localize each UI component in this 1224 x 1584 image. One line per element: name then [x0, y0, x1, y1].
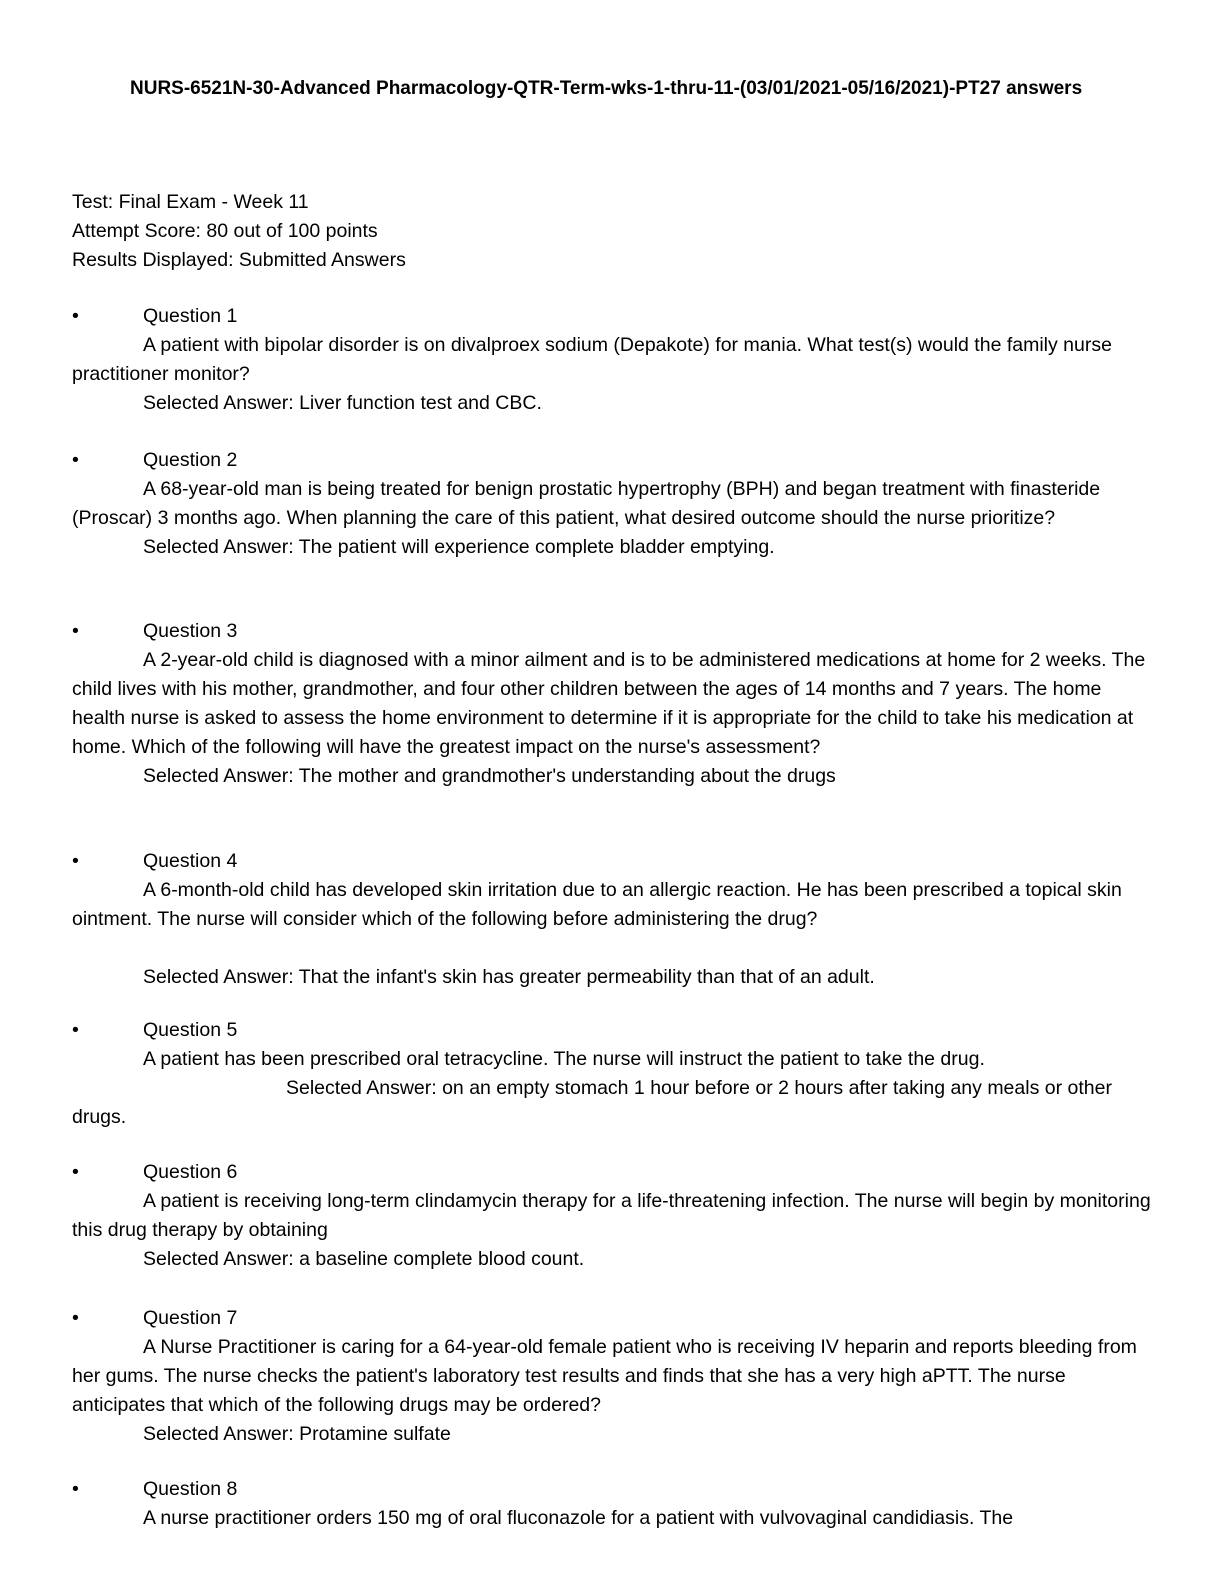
- results-displayed: Results Displayed: Submitted Answers: [72, 249, 406, 271]
- selected-answer: Selected Answer: on an empty stomach 1 hour before or 2 hours after taking any meals or other drugs.: [72, 1077, 1112, 1128]
- question-text: A 68-year-old man is being treated for benign prostatic hypertrophy (BPH) and began treatment with finasteride (Proscar) 3 months ago. When planning the care of this patient, what desired outcome should the nurse prioritize?: [72, 478, 1101, 529]
- bullet-icon: •: [72, 1307, 79, 1329]
- selected-answer: Selected Answer: That the infant's skin has greater permeability than that of an adult.: [143, 966, 875, 988]
- bullet-icon: •: [72, 1478, 79, 1500]
- question-8: [72, 1475, 1152, 1533]
- question-text: A 6-month-old child has developed skin irritation due to an allergic reaction. He has been prescribed a topical skin ointment. The nurse will consider which of the following before administering the drug?: [72, 879, 1122, 930]
- selected-answer: Selected Answer: The patient will experience complete bladder emptying.: [143, 536, 775, 558]
- test-name: Test: Final Exam - Week 11: [72, 191, 309, 213]
- selected-answer: Selected Answer: Liver function test and CBC.: [143, 392, 542, 414]
- question-text: A patient is receiving long-term clindamycin therapy for a life-threatening infection. The nurse will begin by monitoring this drug therapy by obtaining: [72, 1190, 1151, 1241]
- question-label: Question 1: [143, 305, 238, 327]
- question-4: [72, 847, 1152, 992]
- question-3: [72, 617, 1152, 791]
- question-label: Question 8: [143, 1478, 238, 1500]
- question-5: [72, 1016, 1152, 1132]
- bullet-icon: •: [72, 850, 79, 872]
- bullet-icon: •: [72, 1161, 79, 1183]
- question-label: Question 6: [143, 1161, 238, 1183]
- question-label: Question 3: [143, 620, 238, 642]
- document-title: NURS-6521N-30-Advanced Pharmacology-QTR-Term-wks-1-thru-11-(03/01/2021-05/16/2021)-PT27 answers: [130, 78, 1083, 99]
- bullet-icon: •: [72, 449, 79, 471]
- question-label: Question 5: [143, 1019, 238, 1041]
- question-1: [72, 302, 1152, 418]
- bullet-icon: •: [72, 620, 79, 642]
- question-7: [72, 1304, 1152, 1449]
- question-6: [72, 1158, 1152, 1274]
- selected-answer: Selected Answer: The mother and grandmother's understanding about the drugs: [143, 765, 836, 787]
- question-2: [72, 446, 1152, 562]
- bullet-icon: •: [72, 305, 79, 327]
- question-text: A nurse practitioner orders 150 mg of oral fluconazole for a patient with vulvovaginal candidiasis. The: [143, 1507, 1014, 1529]
- question-text: A 2-year-old child is diagnosed with a minor ailment and is to be administered medications at home for 2 weeks. The child lives with his mother, grandmother, and four other children between the ages of 14 months and 7 years. The home health nurse is asked to assess the home environment to determine if it is appropriate for the child to take his medication at home. Which of the following will have the greatest impact on the nurse's assessment?: [72, 649, 1146, 758]
- question-label: Question 2: [143, 449, 238, 471]
- bullet-icon: •: [72, 1019, 79, 1041]
- selected-answer: Selected Answer: a baseline complete blood count.: [143, 1248, 585, 1270]
- attempt-score: Attempt Score: 80 out of 100 points: [72, 220, 378, 242]
- selected-answer: Selected Answer: Protamine sulfate: [143, 1423, 451, 1445]
- question-label: Question 4: [143, 850, 238, 872]
- exam-meta: [72, 188, 406, 275]
- question-label: Question 7: [143, 1307, 238, 1329]
- question-text: A Nurse Practitioner is caring for a 64-year-old female patient who is receiving IV heparin and reports bleeding from her gums. The nurse checks the patient's laboratory test results and finds that she has a very high aPTT. The nurse anticipates that which of the following drugs may be ordered?: [72, 1336, 1137, 1416]
- question-text: A patient with bipolar disorder is on divalproex sodium (Depakote) for mania. What test(s) would the family nurse practitioner monitor?: [72, 334, 1112, 385]
- question-text: A patient has been prescribed oral tetracycline. The nurse will instruct the patient to take the drug.: [143, 1048, 985, 1070]
